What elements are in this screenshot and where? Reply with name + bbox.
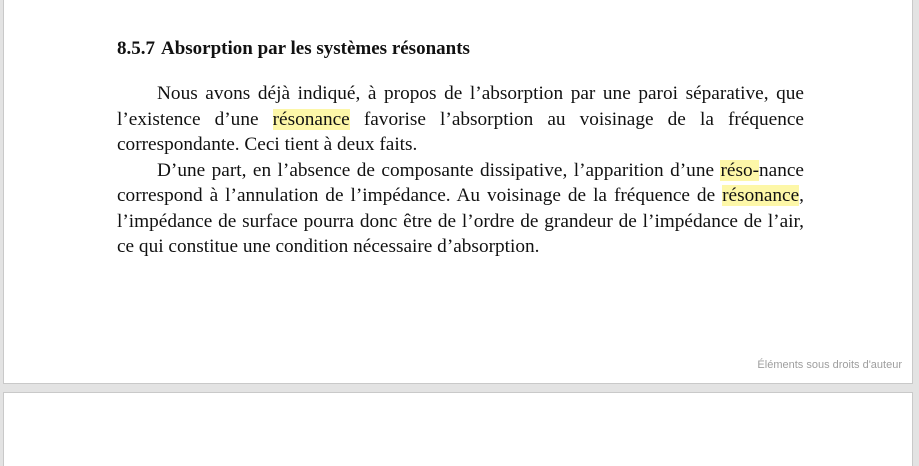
copyright-watermark: Éléments sous droits d'auteur [757,359,902,371]
text-segment: , l’impédance de surface pourra donc être de l’ordre de grandeur de l’impédance de l’air, ce qui constitue une condition nécessaire d’absorption. [117,185,804,257]
text-segment: D’une part, en l’absence de composante dissipative, l’apparition d’une [157,159,721,181]
page-2 [3,392,913,466]
text-segment: Nous avons déjà indiqué, à propos de l’absorption par une paroi séparative, que l’existence d’une [117,83,804,130]
section-title: Absorption par les systèmes résonants [161,38,470,59]
page-content [117,33,804,260]
paragraph-1 [117,81,804,158]
section-heading [117,33,804,65]
text-segment: favorise l’absorption au voisinage de la fréquence correspondante. Ceci tient à deux faits. [117,108,804,155]
highlighted-term[interactable]: résonance [272,108,350,130]
page-1 [3,0,913,384]
text-segment: nance correspond à l’annulation de l’impédance. Au voisinage de la fréquence de [117,159,804,206]
section-number: 8.5.7 [117,38,155,59]
highlighted-term[interactable]: réso- [720,159,760,181]
paragraph-2 [117,158,804,260]
highlighted-term[interactable]: résonance [722,185,800,206]
